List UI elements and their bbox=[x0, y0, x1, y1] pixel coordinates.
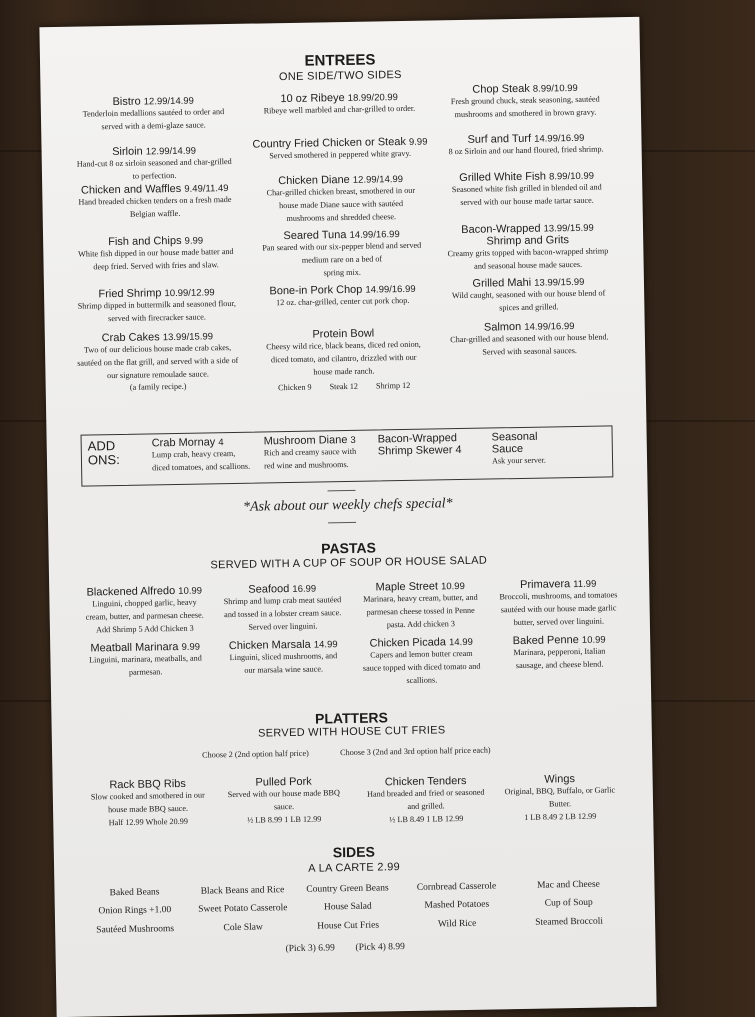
item-description: Shrimp dipped in buttermilk and seasoned flour, bbox=[77, 298, 236, 311]
platter-name: Chicken Tenders bbox=[384, 774, 467, 789]
side-item: House Salad bbox=[323, 901, 372, 913]
platter-description: sauce. bbox=[273, 801, 295, 812]
item-name: Bacon-Wrapped bbox=[461, 222, 541, 236]
addon-item bbox=[378, 431, 494, 457]
platter-prices: Half 12.99 Whole 20.99 bbox=[108, 816, 188, 827]
item-name: Maple Street bbox=[375, 580, 439, 594]
menu-item bbox=[64, 286, 250, 327]
item-description: Served with seasonal sauces. bbox=[482, 345, 578, 357]
menu-item bbox=[434, 169, 620, 210]
item-description: Linguini, sliced mushrooms, and bbox=[229, 651, 338, 663]
menu-item bbox=[65, 330, 251, 396]
side-item: Sweet Potato Casserole bbox=[198, 903, 288, 915]
item-description: medium rare on a bed of bbox=[301, 254, 383, 265]
addon-item bbox=[492, 429, 609, 468]
addons-label-line2: ONS: bbox=[87, 451, 120, 468]
item-name: Bistro bbox=[112, 95, 141, 109]
item-name: Seared Tuna bbox=[283, 228, 347, 243]
item-price: 8.99/10.99 bbox=[532, 82, 578, 95]
menu-item bbox=[251, 326, 437, 395]
item-price: 10.99 bbox=[440, 580, 465, 593]
platters-subtitle: SERVED WITH HOUSE CUT FRIES bbox=[257, 724, 446, 740]
platter-description: Hand breaded and fried or seasoned bbox=[366, 787, 485, 799]
item-price: 9.49/11.49 bbox=[184, 183, 229, 195]
item-description: Hand-cut 8 oz sirloin seasoned and char-grilled bbox=[76, 156, 232, 169]
sides-pick4: (Pick 4) 8.99 bbox=[355, 942, 405, 953]
item-price: 9.99 bbox=[184, 235, 204, 247]
item-description: sautéed on the flat grill, and served with a side of bbox=[77, 355, 239, 368]
item-description: Add Shrimp 5 Add Chicken 3 bbox=[96, 623, 194, 635]
item-description: Two of our delicious house made crab cakes, bbox=[83, 343, 232, 355]
item-description: Served over linguini. bbox=[248, 621, 318, 632]
item-price: 12.99/14.99 bbox=[145, 145, 197, 158]
item-price: 13.99/15.99 bbox=[543, 222, 594, 235]
platter-description: Served with our house made BBQ bbox=[227, 788, 340, 800]
item-description: Char-grilled and seasoned with our house blend. bbox=[450, 332, 609, 345]
side-item: Black Beans and Rice bbox=[200, 885, 285, 897]
platter-name: Rack BBQ Ribs bbox=[109, 777, 186, 792]
item-price: 14.99/16.99 bbox=[524, 321, 575, 333]
side-item: Cup of Soup bbox=[544, 897, 593, 909]
sides-pick3: (Pick 3) 6.99 bbox=[285, 943, 335, 955]
side-item: Cole Slaw bbox=[223, 922, 263, 934]
menu-item bbox=[346, 635, 497, 688]
side-item: Onion Rings +1.00 bbox=[98, 905, 172, 917]
divider bbox=[328, 490, 356, 491]
item-description: Hand breaded chicken tenders on a fresh made bbox=[78, 194, 232, 207]
menu-item bbox=[61, 144, 247, 185]
item-description: sausage, and cheese blend. bbox=[515, 659, 604, 670]
entrees-title: ENTREES bbox=[304, 51, 376, 70]
item-description: Char-grilled chicken breast, smothered in our bbox=[266, 185, 416, 198]
side-item: Wild Rice bbox=[437, 918, 477, 930]
item-description: served with a demi-glaze sauce. bbox=[101, 120, 206, 132]
menu-item bbox=[435, 221, 621, 274]
item-description: 8 oz Sirloin and our hand floured, fried shrimp. bbox=[448, 144, 604, 157]
item-price: 12.99/14.99 bbox=[143, 95, 195, 108]
platters-choose2: Choose 2 (2nd option half price) bbox=[202, 748, 309, 760]
item-description: spring mix. bbox=[323, 267, 361, 277]
addons-box bbox=[81, 425, 614, 486]
item-description: to perfection. bbox=[132, 170, 177, 181]
item-description: diced tomato, and cilantro, drizzled with our bbox=[270, 352, 417, 365]
item-description: parmesan cheese tossed in Penne bbox=[366, 605, 475, 617]
item-option: Chicken 9 bbox=[278, 383, 312, 393]
platter-description: house made BBQ sauce. bbox=[107, 803, 189, 815]
platter-name: Wings bbox=[544, 773, 575, 786]
entrees-subtitle: ONE SIDE/TWO SIDES bbox=[278, 68, 402, 84]
item-price: 9.99 bbox=[408, 136, 428, 148]
item-price: 9.99 bbox=[181, 641, 201, 653]
platter-name: Pulled Pork bbox=[255, 775, 312, 789]
platter-description: Slow cooked and smothered in our bbox=[90, 790, 205, 802]
item-description: 12 oz. char-grilled, center cut pork chop. bbox=[276, 295, 410, 308]
item-description: and tossed in a lobster cream sauce. bbox=[224, 607, 342, 619]
side-item: Country Green Beans bbox=[306, 883, 389, 895]
side-item: Mashed Potatoes bbox=[424, 899, 490, 911]
side-item: Mac and Cheese bbox=[536, 879, 600, 891]
item-description: mushrooms and smothered in brown gravy. bbox=[454, 107, 597, 119]
pastas-subtitle: SERVED WITH A CUP OF SOUP OR HOUSE SALAD bbox=[210, 554, 488, 572]
item-description: sauce topped with diced tomato and bbox=[362, 661, 481, 673]
item-price: 8.99/10.99 bbox=[548, 170, 595, 183]
item-name: Country Fried Chicken or Steak bbox=[252, 135, 407, 151]
item-name: Sirloin bbox=[112, 145, 143, 159]
item-description: Wild caught, seasoned with our house blend of bbox=[451, 288, 606, 301]
addon-description: Ask your server. bbox=[491, 455, 547, 466]
item-name: Crab Cakes bbox=[101, 331, 160, 345]
menu-item bbox=[484, 633, 635, 673]
item-name: Primavera bbox=[519, 578, 571, 592]
item-description: our signature remoulade sauce. bbox=[106, 369, 209, 380]
item-description: Capers and lemon butter cream bbox=[370, 648, 473, 660]
addon-name-line2: Shrimp Skewer 4 bbox=[377, 444, 462, 458]
item-option: Steak 12 bbox=[329, 382, 359, 392]
addon-item bbox=[264, 433, 381, 473]
item-name: Salmon bbox=[483, 320, 522, 334]
item-description: White fish dipped in our house made batter and bbox=[78, 246, 234, 259]
item-price: 12.99/14.99 bbox=[352, 173, 404, 186]
addon-item bbox=[152, 435, 269, 475]
item-name: Grilled White Fish bbox=[459, 170, 547, 185]
item-description: Served smothered in peppered white gravy. bbox=[269, 148, 412, 161]
platter-description: Original, BBQ, Buffalo, or Garlic bbox=[504, 785, 616, 797]
item-description: cream, butter, and parmesan cheese. bbox=[85, 610, 204, 622]
addons-label bbox=[88, 439, 120, 468]
item-options bbox=[252, 380, 437, 396]
item-description: Fresh ground chuck, steak seasoning, sautéed bbox=[450, 94, 600, 107]
addon-name: Seasonal bbox=[491, 430, 538, 444]
item-description: and seasonal house made sauces. bbox=[474, 259, 583, 271]
item-description: Ribeye well marbled and char-grilled to order. bbox=[263, 103, 416, 116]
menu-item bbox=[247, 90, 432, 118]
item-description: (a family recipe.) bbox=[129, 382, 187, 393]
side-item: Steamed Broccoli bbox=[535, 916, 604, 928]
item-name: 10 oz Ribeye bbox=[280, 91, 345, 106]
item-description: Marinara, pepperoni, Italian bbox=[513, 646, 606, 658]
item-price: 10.99/12.99 bbox=[164, 287, 215, 300]
item-description: parmesan. bbox=[128, 667, 163, 677]
platter-prices: ½ LB 8.49 1 LB 12.99 bbox=[389, 813, 464, 824]
item-description: Creamy grits topped with bacon-wrapped shrimp bbox=[447, 246, 609, 259]
item-description: deep fried. Served with fries and slaw. bbox=[93, 260, 219, 272]
item-description: Seasoned white fish grilled in blended oil and bbox=[451, 182, 602, 195]
side-item: House Cut Fries bbox=[317, 920, 380, 932]
chefs-special-note: *Ask about our weekly chefs special* bbox=[242, 496, 453, 515]
item-description: served with our house made tartar sauce. bbox=[460, 195, 594, 207]
item-description: our marsala wine sauce. bbox=[244, 664, 324, 675]
item-price: 10.99 bbox=[178, 585, 203, 597]
item-price: 10.99 bbox=[581, 634, 606, 646]
item-price: 11.99 bbox=[573, 578, 597, 591]
item-description: Belgian waffle. bbox=[129, 208, 181, 219]
item-price: 13.99/15.99 bbox=[162, 331, 214, 344]
addon-description: Lump crab, heavy cream, bbox=[151, 448, 236, 460]
item-name: Blackened Alfredo bbox=[86, 585, 176, 599]
addon-description: Rich and creamy sauce with bbox=[263, 446, 357, 458]
platter-description: and grilled. bbox=[407, 801, 445, 811]
item-description: Linguini, marinara, meatballs, and bbox=[88, 653, 202, 665]
item-name: Grilled Mahi bbox=[472, 276, 532, 290]
menu-item bbox=[345, 579, 496, 632]
item-name: Chicken Diane bbox=[278, 173, 350, 188]
platter-prices: 1 LB 8.49 2 LB 12.99 bbox=[524, 811, 597, 822]
platter-item bbox=[351, 774, 502, 827]
item-price: 14.99/16.99 bbox=[365, 283, 416, 296]
menu-item bbox=[250, 282, 435, 310]
item-description: Linguini, chopped garlic, heavy bbox=[92, 597, 197, 609]
menu-item bbox=[249, 227, 435, 281]
addon-name: Bacon-Wrapped bbox=[377, 432, 458, 446]
side-item: Baked Beans bbox=[109, 887, 160, 899]
addon-name: Crab Mornay bbox=[151, 436, 216, 450]
item-name: Chicken and Waffles bbox=[80, 182, 182, 197]
addon-price: 4 bbox=[218, 437, 224, 449]
item-description: sautéed with our house made garlic bbox=[500, 603, 617, 615]
menu-item bbox=[248, 172, 434, 226]
item-description: mushrooms and shredded cheese. bbox=[286, 211, 397, 223]
item-price: 14.99 bbox=[313, 639, 338, 651]
menu-item bbox=[436, 275, 622, 316]
addons-label-line1: ADD bbox=[87, 438, 116, 454]
addon-name-line2: Sauce bbox=[491, 442, 524, 456]
item-name: Bone-in Pork Chop bbox=[269, 283, 363, 298]
addon-description: diced tomatoes, and scallions. bbox=[152, 461, 251, 473]
item-description: house made ranch. bbox=[313, 366, 375, 377]
item-description: served with firecracker sauce. bbox=[108, 312, 206, 323]
menu-item bbox=[70, 640, 221, 680]
item-name: Fried Shrimp bbox=[98, 287, 162, 301]
item-name: Baked Penne bbox=[512, 633, 579, 648]
menu-item bbox=[247, 135, 432, 163]
menu-item bbox=[61, 94, 247, 135]
menu-item bbox=[483, 577, 634, 630]
item-description: Marinara, heavy cream, butter, and bbox=[363, 592, 478, 604]
item-description: butter, served over linguini. bbox=[513, 616, 605, 627]
item-price: 18.99/20.99 bbox=[347, 92, 399, 104]
sides-subtitle: A LA CARTE 2.99 bbox=[308, 861, 401, 875]
platters-choose3: Choose 3 (2nd and 3rd option half price each) bbox=[340, 745, 491, 758]
item-name-line2: Shrimp and Grits bbox=[486, 234, 570, 248]
item-description: Cheesy wild rice, black beans, diced red onion, bbox=[266, 339, 421, 352]
menu-paper bbox=[39, 17, 656, 1017]
platter-prices: ½ LB 8.99 1 LB 12.99 bbox=[247, 814, 322, 825]
addon-name: Mushroom Diane bbox=[263, 433, 348, 448]
menu-item bbox=[437, 319, 623, 360]
item-description: house made Diane sauce with sautéed bbox=[279, 198, 404, 210]
platter-item bbox=[485, 772, 636, 825]
addon-description: red wine and mushrooms. bbox=[264, 459, 349, 471]
platter-description: Butter. bbox=[548, 798, 572, 809]
item-price: 14.99 bbox=[448, 636, 473, 649]
item-option: Shrimp 12 bbox=[375, 381, 411, 391]
platter-item bbox=[209, 775, 360, 828]
menu-item bbox=[207, 582, 358, 635]
menu-item bbox=[63, 234, 249, 275]
item-name: Meatball Marinara bbox=[90, 640, 179, 655]
item-price: 13.99/15.99 bbox=[534, 276, 585, 289]
item-name: Chicken Marsala bbox=[228, 638, 311, 653]
sides-title: SIDES bbox=[332, 843, 375, 861]
menu-item bbox=[62, 182, 248, 223]
platter-item bbox=[73, 777, 224, 830]
item-name: Chicken Picada bbox=[369, 636, 447, 650]
menu-item bbox=[69, 584, 220, 637]
pastas-title: PASTAS bbox=[321, 539, 377, 557]
item-price: 14.99/16.99 bbox=[534, 132, 585, 145]
item-name: Chop Steak bbox=[472, 82, 530, 96]
item-description: pasta. Add chicken 3 bbox=[386, 618, 456, 629]
platters-title: PLATTERS bbox=[314, 709, 389, 727]
item-description: scallions. bbox=[406, 675, 438, 685]
menu-item bbox=[432, 81, 618, 122]
item-description: Shrimp and lump crab meat sautéed bbox=[223, 595, 342, 607]
addon-price: 3 bbox=[350, 434, 356, 446]
item-name: Protein Bowl bbox=[312, 327, 375, 341]
item-name: Fish and Chips bbox=[108, 234, 182, 249]
item-description: Tenderloin medallions sautéed to order and bbox=[82, 107, 225, 119]
item-description: Broccoli, mushrooms, and tomatoes bbox=[499, 590, 618, 602]
item-price: 16.99 bbox=[292, 583, 317, 595]
menu-item bbox=[208, 638, 359, 678]
item-name: Surf and Turf bbox=[467, 132, 532, 146]
item-description: spices and grilled. bbox=[499, 302, 559, 313]
item-description: Pan seared with our six-pepper blend and served bbox=[262, 240, 422, 253]
side-item: Cornbread Casserole bbox=[416, 881, 497, 893]
menu-item bbox=[433, 131, 618, 159]
item-name: Seafood bbox=[248, 583, 290, 596]
side-item: Sautéed Mushrooms bbox=[96, 924, 175, 936]
divider bbox=[328, 522, 356, 523]
item-price: 14.99/16.99 bbox=[349, 229, 400, 241]
